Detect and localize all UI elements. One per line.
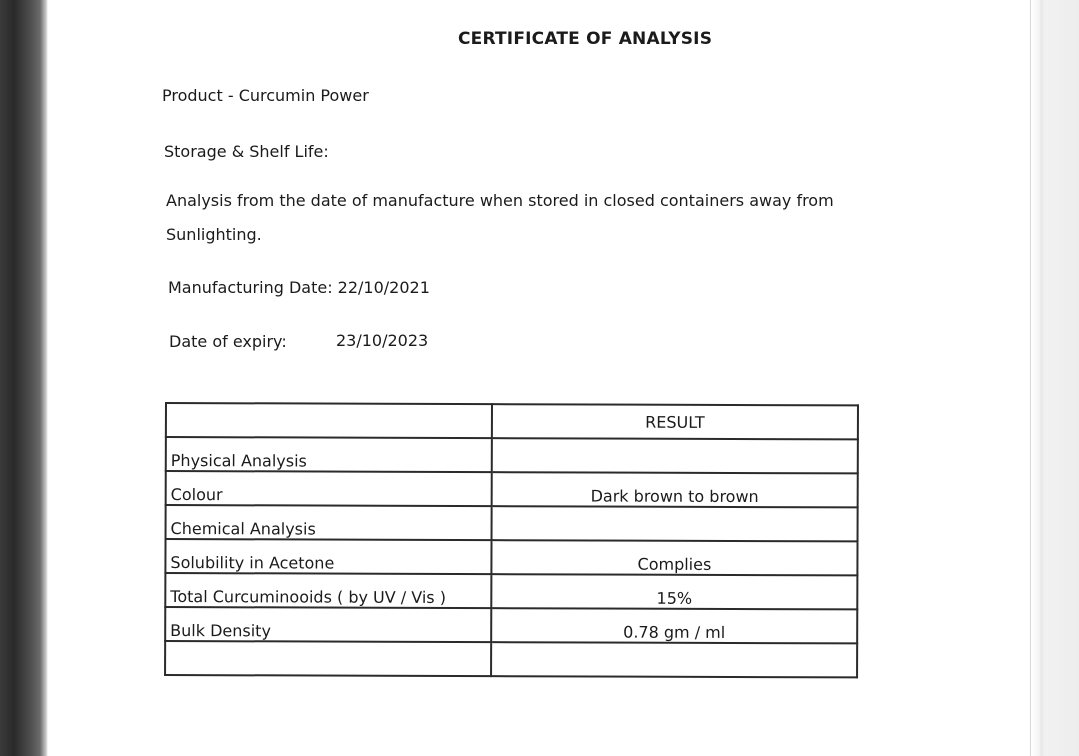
- result-cell: [492, 438, 858, 473]
- result-cell: [492, 506, 858, 541]
- document-title: CERTIFICATE OF ANALYSIS: [458, 29, 713, 49]
- table-header-row: [166, 403, 858, 439]
- table-row: [166, 437, 858, 473]
- parameter-cell: [165, 641, 491, 676]
- parameter-cell: Total Curcuminooids ( by UV / Vis ): [165, 573, 491, 608]
- table-row: [166, 505, 858, 541]
- storage-heading: Storage & Shelf Life:: [164, 142, 329, 161]
- scan-right-edge: [1030, 0, 1079, 756]
- product-line: Product - Curcumin Power: [162, 86, 369, 105]
- manufacturing-date: Manufacturing Date: 22/10/2021: [168, 278, 430, 297]
- header-cell-parameter: [166, 403, 492, 438]
- table-row: [165, 641, 857, 677]
- analysis-line-1: Analysis from the date of manufacture when stored in closed containers away from: [166, 191, 834, 210]
- parameter-cell: Chemical Analysis: [166, 505, 492, 540]
- scan-left-edge: [0, 0, 48, 756]
- table-row: [166, 471, 858, 507]
- table-row: [165, 607, 857, 643]
- table-row: [165, 539, 857, 575]
- result-cell: 15%: [491, 574, 857, 609]
- result-cell: Complies: [491, 540, 857, 575]
- result-cell: Dark brown to brown: [492, 472, 858, 507]
- result-cell: 0.78 gm / ml: [491, 608, 857, 643]
- expiry-value: 23/10/2023: [336, 331, 429, 350]
- header-cell-result: RESULT: [492, 404, 858, 439]
- parameter-cell: Physical Analysis: [166, 437, 492, 472]
- parameter-cell: Colour: [166, 471, 492, 506]
- table-row: [165, 573, 857, 609]
- result-cell: [491, 642, 857, 677]
- analysis-table: [164, 402, 859, 678]
- analysis-line-2: Sunlighting.: [166, 225, 262, 244]
- parameter-cell: Solubility in Acetone: [165, 539, 491, 574]
- parameter-cell: Bulk Density: [165, 607, 491, 642]
- expiry-label: Date of expiry:: [169, 332, 287, 351]
